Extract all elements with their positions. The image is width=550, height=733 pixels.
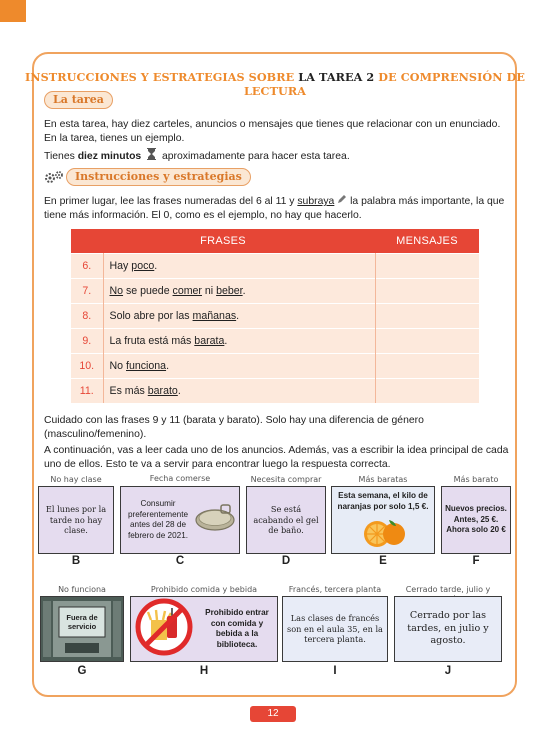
row-phrase (103, 303, 375, 328)
phrase-text: No (109, 359, 126, 372)
row-number: 7. (71, 278, 103, 303)
phrase-underlined: mañanas (192, 309, 237, 322)
phrase-text: se puede (123, 284, 173, 297)
corner-tab (0, 0, 26, 22)
card-letter: I (333, 665, 337, 677)
table-row (71, 378, 479, 403)
title-part2: LA TAREA 2 (298, 70, 375, 84)
row-number: 11. (71, 378, 103, 403)
card-text: Consumir preferentemente antes del 28 de febrero de 2021. (127, 499, 189, 540)
card-text: Las clases de francés son en el aula 35, en la tercera planta. (287, 613, 383, 645)
card-text: Se está acabando el gel de baño. (253, 504, 319, 536)
after-p1: Cuidado con las frases 9 y 11 (barata y barato). Solo hay una diferencia de género (masculino/femenino). (44, 415, 424, 440)
card-caption: Más barato (453, 475, 499, 484)
frases-table (71, 229, 479, 403)
tarea-line1: En esta tarea, hay diez carteles, anuncios o mensajes que tienes que relacionar con un enunciado. (44, 119, 501, 130)
card-letter: H (199, 665, 209, 677)
row-phrase (103, 353, 375, 378)
hourglass-icon (147, 148, 156, 165)
table-row (71, 253, 479, 278)
phrase-underlined: funciona (126, 359, 167, 372)
card-caption: Fecha comerse (149, 474, 211, 483)
row-phrase (103, 253, 375, 278)
notice-card-b[interactable] (38, 486, 114, 554)
card-text: Prohibido entrar con comida y bebida a la biblioteca. (205, 608, 269, 649)
phrase-text: Hay (109, 259, 132, 272)
card-letter: D (281, 555, 291, 567)
estrategias-p1-a: En primer lugar, lee las frases numeradas del 6 al 11 y (44, 196, 298, 207)
phrase-text: . (236, 309, 240, 322)
phrase-text: ni (201, 284, 217, 297)
row-phrase (103, 278, 375, 303)
page-number: 12 (250, 706, 296, 722)
phrase-text: . (224, 334, 228, 347)
tarea-line3-c: aproximadamente para hacer esta tarea. (159, 151, 350, 162)
after-p2: A continuación, vas a leer cada uno de los anuncios. Además, vas a escribir la idea principal de cada uno de ellos. Esto te va a servir para encontrar luego la respuesta correcta. (44, 445, 509, 470)
estrategias-p1-underlined: subraya (297, 196, 335, 207)
title-part3: DE COMPRENSIÓN DE LECTURA (243, 70, 526, 98)
card-letter: C (175, 555, 185, 567)
tarea-line2: En la tarea, tienes un ejemplo. (44, 132, 185, 144)
card-caption: Francés, tercera planta (288, 585, 382, 594)
card-letter: E (379, 555, 387, 567)
title-part1: INSTRUCCIONES Y ESTRATEGIAS SOBRE (24, 70, 299, 84)
header-mensajes: MENSAJES (375, 229, 479, 253)
row-number: 10. (71, 353, 103, 378)
table-header-row (71, 229, 479, 253)
row-message-cell[interactable] (375, 353, 479, 378)
notice-card-f[interactable] (441, 486, 511, 554)
notice-card-c[interactable] (120, 486, 240, 554)
header-frases: FRASES (71, 229, 375, 253)
notice-card-h[interactable] (130, 596, 278, 662)
card-caption: Prohibido comida y bebida (150, 585, 258, 594)
card-text: Cerrado por las tardes, en julio y agosto. (407, 610, 489, 647)
phrase-underlined: beber (216, 284, 243, 297)
tarea-text (44, 118, 514, 165)
after-text (44, 414, 514, 471)
estrategias-label: Instrucciones y estrategias (66, 168, 251, 186)
orange-icon (359, 514, 407, 552)
card-letter: B (71, 555, 81, 567)
card-caption: Necesita comprar (250, 475, 322, 484)
card-caption: Cerrado tarde, julio y (405, 585, 491, 594)
row-message-cell[interactable] (375, 378, 479, 403)
pencil-icon (337, 194, 347, 209)
no-food-icon (135, 598, 193, 660)
tarea-line3-bold: diez minutos (77, 151, 142, 162)
card-letter: F (472, 555, 480, 567)
phrase-text: La fruta está más (109, 334, 195, 347)
notice-card-e[interactable] (331, 486, 435, 554)
card-text: Nuevos precios. Antes, 25 €. Ahora solo 20 € (445, 504, 507, 535)
card-caption: No hay clase (50, 475, 102, 484)
row-message-cell[interactable] (375, 278, 479, 303)
row-number: 8. (71, 303, 103, 328)
table-row (71, 303, 479, 328)
phrase-text: . (242, 284, 246, 297)
phrase-underlined: No (109, 284, 124, 297)
row-message-cell[interactable] (375, 328, 479, 353)
phrase-text: Es más (109, 384, 148, 397)
notice-card-g[interactable] (40, 596, 124, 662)
card-text: Esta semana, el kilo de naranjas por solo 1,5 €. (337, 491, 429, 511)
row-number: 6. (71, 253, 103, 278)
phrase-text: . (166, 359, 170, 372)
phrase-underlined: comer (172, 284, 202, 297)
notice-card-d[interactable] (246, 486, 326, 554)
card-text: Fuera de servicio (66, 613, 98, 631)
row-phrase (103, 378, 375, 403)
table-row (71, 353, 479, 378)
phrase-underlined: poco (131, 259, 155, 272)
card-letter: J (444, 665, 452, 677)
tarea-line3-a: Tienes (44, 151, 78, 162)
estrategias-p1-c: la palabra más importante, la que tiene más información. El 0, como es el ejemplo, no hay que hacerlo. (44, 196, 505, 221)
phrase-text: . (177, 384, 181, 397)
sardine-can-icon (193, 503, 237, 537)
card-caption: Más baratas (358, 475, 408, 484)
estrategias-text (44, 194, 514, 222)
card-text: El lunes por la tarde no hay clase. (45, 504, 107, 536)
la-tarea-label: La tarea (44, 91, 113, 109)
phrase-underlined: barata (194, 334, 225, 347)
card-letter: G (77, 665, 87, 677)
phrase-underlined: barato (147, 384, 178, 397)
phrase-text: . (154, 259, 158, 272)
table-row (71, 278, 479, 303)
notice-card-i[interactable] (282, 596, 388, 662)
gears-icon (44, 170, 64, 184)
card-caption: No funciona (58, 585, 106, 594)
phrase-text: Solo abre por las (109, 309, 193, 322)
row-message-cell[interactable] (375, 253, 479, 278)
row-message-cell[interactable] (375, 303, 479, 328)
tarea-line3 (44, 148, 514, 165)
table-row (71, 328, 479, 353)
notice-card-j[interactable] (394, 596, 502, 662)
row-number: 9. (71, 328, 103, 353)
row-phrase (103, 328, 375, 353)
